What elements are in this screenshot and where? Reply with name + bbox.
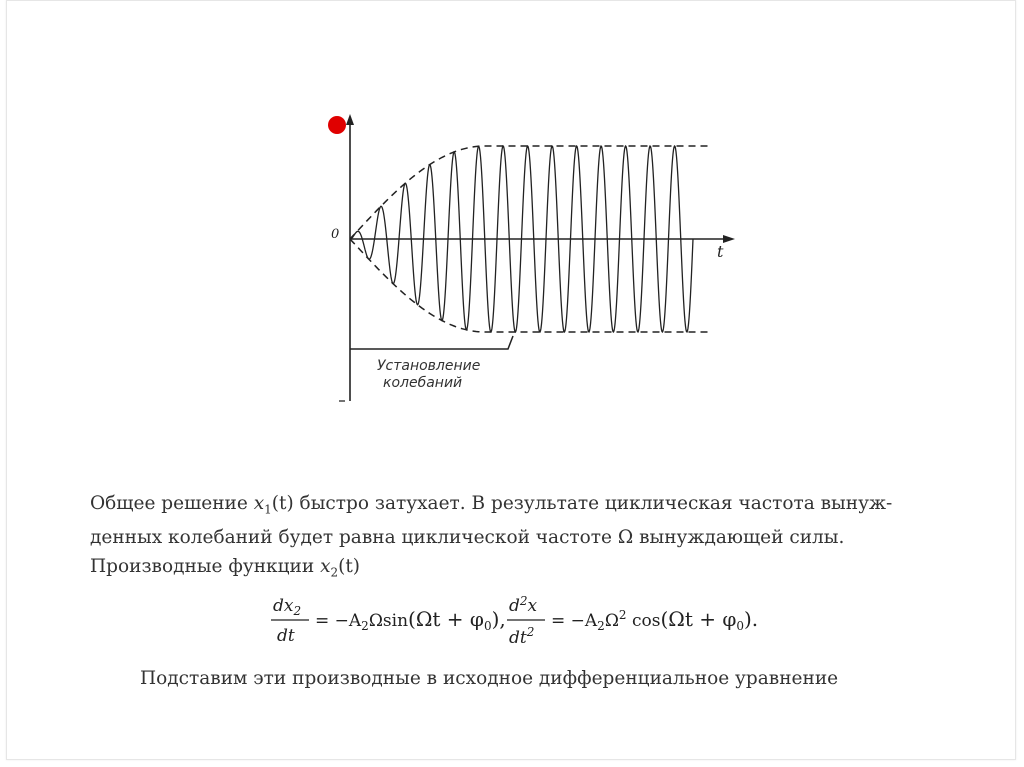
f2-rhs-sub: 2 — [597, 619, 605, 633]
p1-arg: (t) — [271, 493, 294, 514]
f1-rhs-a: = −A — [315, 611, 362, 631]
f2-denominator: dt — [509, 628, 527, 648]
paragraph-general-solution — [90, 490, 950, 552]
f1-arg-sub: 0 — [483, 619, 492, 633]
f1-numerator-sub: 2 — [293, 604, 302, 618]
f2-rhs-c: cos — [626, 611, 661, 631]
oscillation-figure — [325, 111, 745, 411]
f1-rhs-b: Ωsin — [368, 611, 409, 631]
p1-var: x — [253, 493, 265, 514]
f1-arg: (Ωt + φ — [408, 607, 484, 631]
derivative-formula — [269, 589, 789, 655]
svg-text:dx2 — [273, 596, 301, 618]
f2-rhs-sup: 2 — [618, 608, 627, 622]
caption-line-2: колебаний — [383, 375, 463, 391]
f2-arg: (Ωt + φ — [660, 607, 737, 631]
p1-line-2: денных колебаний будет равна циклической частоте Ω вынуждающей силы. — [90, 526, 845, 548]
f2-denominator-sup: 2 — [526, 625, 535, 639]
p2-var: x — [320, 556, 331, 577]
svg-text:= −A2Ωsin(Ωt + φ0), — [315, 607, 506, 633]
y-axis-arrow — [346, 114, 354, 125]
paragraph-derivatives — [90, 553, 360, 587]
f1-rhs-sub: 2 — [361, 619, 369, 633]
lower-envelope — [350, 239, 710, 332]
caption-line-1: Установление — [377, 358, 481, 374]
f1-denominator: dt — [277, 626, 295, 646]
t-axis-label: t — [717, 242, 724, 261]
slide — [6, 0, 1016, 760]
f1-numerator: dx — [273, 596, 294, 616]
f2-rhs-a: = −A — [551, 611, 598, 631]
svg-text:dt2 — [509, 625, 534, 648]
f2-rhs-b: Ω — [604, 611, 619, 631]
t-axis-arrow — [723, 235, 735, 243]
f1-arg-end: ), — [491, 607, 506, 631]
f2-arg-end: ). — [744, 607, 759, 631]
svg-text:d2x — [509, 594, 538, 616]
p1-text-a: Общее решение — [90, 493, 254, 514]
origin-label: 0 — [331, 227, 340, 242]
p2-sub: 2 — [330, 565, 339, 580]
f2-numerator-x: x — [527, 596, 538, 616]
p2-arg: (t) — [338, 556, 361, 577]
p1-text-b: быстро затухает. В результате циклическая частота вынуж- — [293, 493, 893, 514]
transient-bracket — [350, 336, 513, 349]
svg-text:= −A2Ω2 cos(Ωt + φ0). — [551, 607, 758, 633]
p2-text: Производные функции — [90, 556, 321, 577]
p1-sub: 1 — [264, 502, 272, 517]
f2-arg-sub: 0 — [736, 619, 744, 633]
oscillation-graph — [325, 111, 745, 411]
f2-numerator: d — [509, 596, 520, 616]
f2-numerator-sup: 2 — [519, 594, 528, 608]
paragraph-substitute: Подставим эти производные в исходное дифференциальное уравнение — [140, 668, 839, 689]
